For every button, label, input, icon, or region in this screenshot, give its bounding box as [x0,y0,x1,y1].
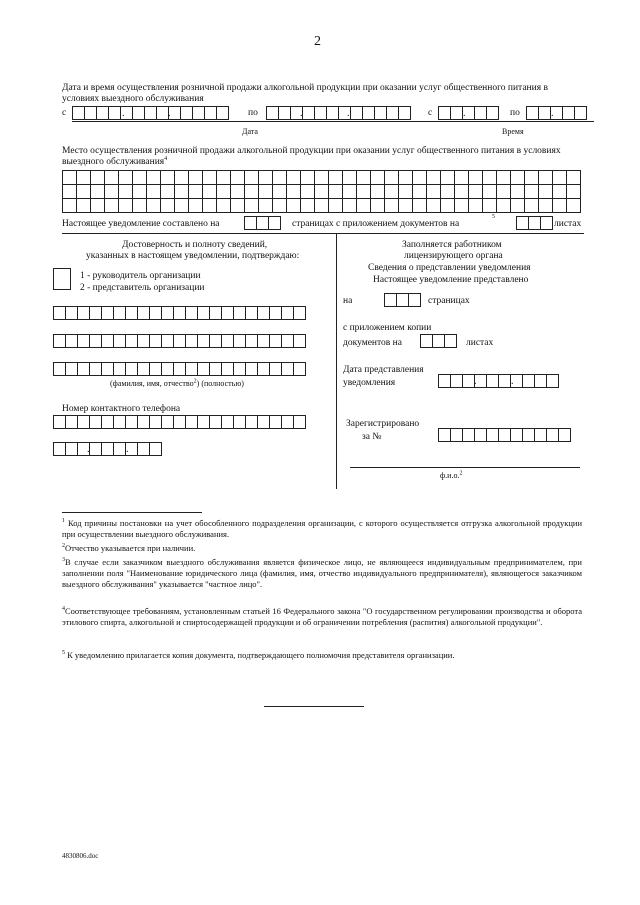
fio-signature-line [350,467,580,468]
time-from-field[interactable] [438,106,498,120]
date-from-label: с [62,108,67,118]
time-to-field[interactable] [526,106,586,120]
docs-count-field[interactable] [516,216,552,230]
right-reg-label-2: за № [362,432,382,442]
right-docs-on-label: документов на [343,338,402,348]
footnote-separator [62,512,202,513]
footnote-3: $^3$В случае если заказчиком выездного обслуживания является физическое лицо, не являющееся индивидуальным предпринимателем, при заполнении поля "Наименование юридического лица (фамилия, имя, отчество индивидуального предпринимателя), являющегося заказчиком выездного обслуживания" указывается "частное лицо". [62,557,582,589]
right-line-2: лицензирующего органа [404,251,503,261]
date-to-field[interactable] [266,106,410,120]
page-number: 2 [314,34,321,49]
pages-line-ref: 5 [492,214,495,220]
pages-count-field[interactable] [244,216,280,230]
date-caption: Дата [242,127,258,136]
place-grid[interactable] [62,170,581,213]
date-section-heading: Дата и время осуществления розничной продажи алкогольной продукции при оказании услуг общественного питания в условиях выездного обслуживания [62,83,548,104]
footnote-5: $^5$ К уведомлению прилагается копия документа, подтверждающего полномочия представителя организации. [62,650,455,660]
option-2-label: 2 - представитель организации [80,283,205,293]
pages-line-middle: страницах с приложением документов на [292,219,460,229]
fio-field-1[interactable] [53,306,305,320]
phone-label: Номер контактного телефона [62,404,181,414]
right-date-label-2: уведомления [343,378,396,388]
received-sheets-field[interactable] [420,334,456,348]
received-pages-field[interactable] [384,293,420,307]
option-1-label: 1 - руководитель организации [80,271,201,281]
time-caption: Время [502,127,524,136]
phone-field[interactable] [53,415,305,429]
date-to-label: по [248,108,258,118]
right-line-4: Настоящее уведомление представлено [373,275,529,285]
registration-number-field[interactable] [438,428,570,442]
right-fio-label: ф.и.о.$^2$ [440,470,463,480]
pages-line-suffix: листах [554,219,582,229]
left-heading-2: указанных в настоящем уведомлении, подтверждаю: [86,251,300,261]
doc-filename: 4830806.doc [62,852,99,860]
footnote-1: $^1$ Код причины постановки на учет обособленного подразделения организации, с которого осуществляется отгрузка алкогольной продукции при осуществлении выездного обслуживания. [62,518,582,539]
right-line-3: Сведения о представлении уведомления [368,263,531,273]
phone-extra-field[interactable] [53,442,161,456]
signer-type-box[interactable] [53,268,71,290]
right-copy-label: с приложением копии [343,323,432,333]
end-line [264,706,364,707]
right-on-label: на [343,296,353,306]
right-line-1: Заполняется работником [402,240,502,250]
right-date-label-1: Дата представления [343,365,424,375]
pages-line-prefix: Настоящее уведомление составлено на [62,219,220,229]
left-heading-1: Достоверность и полноту сведений, [122,240,268,250]
footnote-2: $^2$Отчество указывается при наличии. [62,543,196,553]
place-section-heading: Место осуществления розничной продажи алкогольной продукции при оказании услуг общественного питания в условиях выездного обслуживания$^4$ [62,146,561,167]
right-reg-label-1: Зарегистрировано [346,419,420,429]
fio-caption: (фамилия, имя, отчество$^2$) (полностью) [110,378,244,388]
time-to-label: по [510,108,520,118]
right-pages-label: страницах [428,296,470,306]
footnote-4: $^4$Соответствующее требованиям, установленным статьей 16 Федерального закона "О государственном регулировании производства и оборота этилового спирта, алкогольной и спиртосодержащей продукции и об ограничении потребления (распития) алкогольной продукции". [62,606,582,627]
right-sheets-label: листах [466,338,494,348]
submission-date-field[interactable] [438,374,558,388]
fio-field-2[interactable] [53,334,305,348]
time-from-label: с [428,108,433,118]
fio-field-3[interactable] [53,362,305,376]
date-from-field[interactable] [72,106,228,120]
